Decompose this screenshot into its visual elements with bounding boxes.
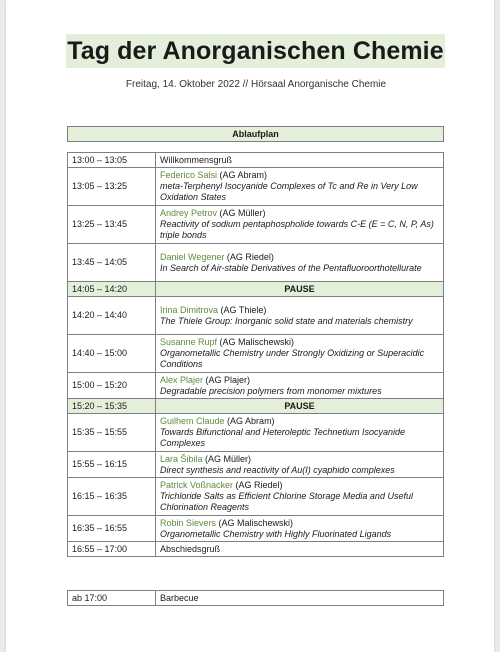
talk-cell <box>156 335 444 373</box>
schedule-row <box>68 206 444 244</box>
time-slot: 13:45 – 14:05 <box>68 244 156 282</box>
talk-title: Direct synthesis and reactivity of Au(I) cyaphido complexes <box>160 464 395 475</box>
research-group: (AG Malischewski) <box>216 517 294 528</box>
pause-label: PAUSE <box>156 399 444 414</box>
time-slot: 15:35 – 15:55 <box>68 414 156 452</box>
research-group: (AG Müller) <box>217 208 266 218</box>
pause-row <box>68 399 444 414</box>
schedule-header-table <box>67 126 444 142</box>
page-title: Tag der Anorganischen Chemie <box>66 34 445 68</box>
schedule-row <box>68 478 444 516</box>
speaker-name: Andrey Petrov <box>160 208 218 218</box>
time-slot: 16:15 – 16:35 <box>68 478 156 516</box>
research-group: (AG Abram) <box>224 416 275 426</box>
closing-table <box>67 590 444 606</box>
talk-title: In Search of Air-stable Derivatives of the Pentafluoroorthotellurate <box>160 262 422 273</box>
talk-cell <box>156 478 444 516</box>
schedule-row <box>68 335 444 373</box>
closing-text: Barbecue <box>156 591 444 606</box>
schedule-header: Ablaufplan <box>68 127 444 142</box>
speaker-name: Alex Plajer <box>160 374 204 385</box>
time-slot: 15:00 – 15:20 <box>68 373 156 399</box>
agenda-item: Abschiedsgruß <box>156 542 444 557</box>
talk-title: meta-Terphenyl Isocyanide Complexes of Tc and Re in Very Low Oxidation States <box>160 181 418 202</box>
talk-cell <box>156 244 444 282</box>
research-group: (AG Thiele) <box>218 304 267 315</box>
agenda-item: Willkommensgruß <box>156 153 444 168</box>
schedule-row <box>68 542 444 557</box>
schedule-row <box>68 168 444 206</box>
research-group: (AG Riedel) <box>224 251 274 262</box>
time-slot: 13:00 – 13:05 <box>68 153 156 168</box>
document-page <box>6 0 494 652</box>
speaker-name: Guilhem Claude <box>160 416 225 426</box>
research-group: (AG Plajer) <box>203 374 251 385</box>
talk-title: The Thiele Group: Inorganic solid state and materials chemistry <box>160 315 413 326</box>
event-subtitle: Freitag, 14. Oktober 2022 // Hörsaal Anorganische Chemie <box>125 79 387 90</box>
speaker-name: Irina Dimitrova <box>160 304 219 315</box>
speaker-name: Patrick Voßnacker <box>160 480 234 490</box>
pause-row <box>68 282 444 297</box>
research-group: (AG Abram) <box>217 170 268 180</box>
talk-title: Reactivity of sodium pentaphospholide towards C-E (E = C, N, P, As) triple bonds <box>160 219 434 240</box>
speaker-name: Robin Sievers <box>160 517 217 528</box>
talk-cell <box>156 414 444 452</box>
closing-row <box>68 591 444 606</box>
talk-title: Towards Bifunctional and Heteroleptic Technetium Isocyanide Complexes <box>160 427 405 448</box>
talk-cell <box>156 297 444 335</box>
time-slot: 14:05 – 14:20 <box>68 282 156 297</box>
schedule-row <box>68 297 444 335</box>
schedule-row <box>68 516 444 542</box>
schedule-row <box>68 373 444 399</box>
talk-title: Degradable precision polymers from monomer mixtures <box>160 385 382 396</box>
talk-title: Organometallic Chemistry with Highly Fluorinated Ligands <box>160 528 392 539</box>
research-group: (AG Müller) <box>202 453 252 464</box>
talk-title: Trichloride Salts as Efficient Chlorine Storage Media and Useful Chlorination Reagents <box>160 491 413 512</box>
talk-title: Organometallic Chemistry under Strongly Oxidizing or Superacidic Conditions <box>160 348 425 369</box>
schedule-row <box>68 452 444 478</box>
speaker-name: Susanne Rupf <box>160 337 218 347</box>
speaker-name: Daniel Wegener <box>160 251 225 262</box>
speaker-name: Federico Salsi <box>160 170 218 180</box>
closing-time: ab 17:00 <box>68 591 156 606</box>
schedule-row <box>68 244 444 282</box>
schedule-table <box>67 152 444 557</box>
time-slot: 14:40 – 15:00 <box>68 335 156 373</box>
speaker-name: Lara Šibila <box>160 453 203 464</box>
pause-label: PAUSE <box>156 282 444 297</box>
time-slot: 13:05 – 13:25 <box>68 168 156 206</box>
time-slot: 15:20 – 15:35 <box>68 399 156 414</box>
talk-cell <box>156 516 444 542</box>
research-group: (AG Riedel) <box>233 480 283 490</box>
time-slot: 13:25 – 13:45 <box>68 206 156 244</box>
talk-cell <box>156 168 444 206</box>
talk-cell <box>156 206 444 244</box>
schedule-row <box>68 153 444 168</box>
talk-cell <box>156 452 444 478</box>
time-slot: 16:35 – 16:55 <box>68 516 156 542</box>
time-slot: 14:20 – 14:40 <box>68 297 156 335</box>
schedule-row <box>68 414 444 452</box>
research-group: (AG Malischewski) <box>217 337 295 347</box>
talk-cell <box>156 373 444 399</box>
time-slot: 15:55 – 16:15 <box>68 452 156 478</box>
time-slot: 16:55 – 17:00 <box>68 542 156 557</box>
